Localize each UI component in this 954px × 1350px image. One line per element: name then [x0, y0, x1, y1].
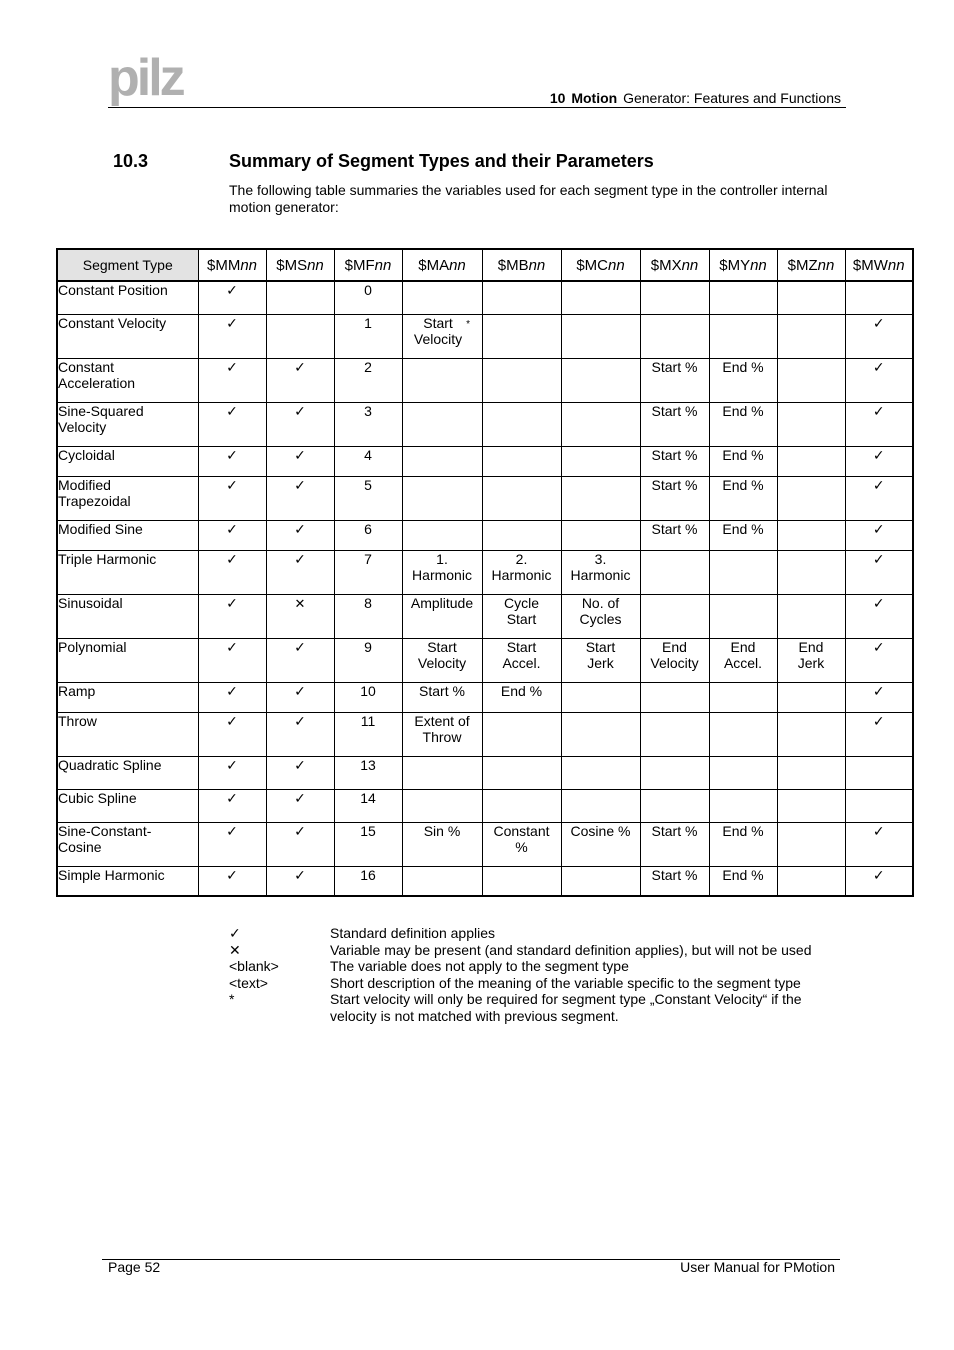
- value-cell: Start %: [640, 358, 709, 402]
- manual-title: User Manual for PMotion: [680, 1259, 835, 1275]
- segment-name-cell: Constant Acceleration: [57, 358, 198, 402]
- value-cell: Start Velocity: [402, 638, 482, 682]
- legend-symbol: ✕: [229, 941, 241, 958]
- legend-symbol: <text>: [229, 974, 268, 991]
- value-cell: End %: [709, 822, 777, 866]
- value-cell: End %: [709, 358, 777, 402]
- table-row: [57, 789, 913, 822]
- value-cell: [482, 446, 561, 476]
- value-cell: [777, 446, 845, 476]
- value-cell: 16: [334, 866, 402, 896]
- value-cell: End %: [709, 402, 777, 446]
- chapter-rest: Generator: Features and Functions: [623, 90, 841, 106]
- value-cell: 1: [334, 314, 402, 358]
- segment-name-cell: Ramp: [57, 682, 198, 712]
- value-cell: [561, 358, 640, 402]
- checkmark-cell: ✓: [266, 682, 334, 712]
- checkmark-cell: ✓: [198, 550, 266, 594]
- header-variable: $MSnn: [266, 249, 334, 281]
- value-cell: [561, 476, 640, 520]
- value-cell: [709, 550, 777, 594]
- value-cell: Start %: [640, 520, 709, 550]
- value-cell: [640, 594, 709, 638]
- header-variable: $MFnn: [334, 249, 402, 281]
- checkmark-cell: ✓: [198, 281, 266, 314]
- checkmark-cell: ✓: [266, 476, 334, 520]
- value-cell: End %: [482, 682, 561, 712]
- legend-description: Start velocity will only be required for segment type „Constant Velocity“ if the velocity is not matched with previous segment.: [330, 991, 802, 1024]
- segment-name-cell: Simple Harmonic: [57, 866, 198, 896]
- checkmark-cell: ✓: [198, 756, 266, 789]
- checkmark-cell: ✓: [266, 756, 334, 789]
- header-variable: $MWnn: [845, 249, 913, 281]
- header-variable: $MXnn: [640, 249, 709, 281]
- checkmark-cell: ✓: [266, 866, 334, 896]
- value-cell: [777, 476, 845, 520]
- value-cell: 13: [334, 756, 402, 789]
- value-cell: 1. Harmonic: [402, 550, 482, 594]
- value-cell: [402, 476, 482, 520]
- value-cell: [561, 682, 640, 712]
- checkmark-cell: ✓: [198, 822, 266, 866]
- table-row: [57, 682, 913, 712]
- value-cell: [561, 866, 640, 896]
- value-cell: [482, 358, 561, 402]
- header-variable: $MZnn: [777, 249, 845, 281]
- value-cell: [402, 789, 482, 822]
- checkmark-cell: ✓: [845, 550, 913, 594]
- value-cell: [845, 789, 913, 822]
- table-row: [57, 550, 913, 594]
- checkmark-cell: ✓: [845, 402, 913, 446]
- table-row: [57, 712, 913, 756]
- legend-row: [229, 925, 830, 942]
- table-row: [57, 281, 913, 314]
- checkmark-cell: ✓: [198, 446, 266, 476]
- segment-name-cell: Constant Velocity: [57, 314, 198, 358]
- value-cell: 2. Harmonic: [482, 550, 561, 594]
- checkmark-cell: ✓: [198, 866, 266, 896]
- page-number: Page 52: [108, 1259, 161, 1275]
- value-cell: [777, 789, 845, 822]
- legend-symbol: <blank>: [229, 958, 279, 975]
- value-cell: [777, 358, 845, 402]
- value-cell: [402, 866, 482, 896]
- value-cell: End Jerk: [777, 638, 845, 682]
- value-cell: 10: [334, 682, 402, 712]
- checkmark-cell: ✓: [845, 712, 913, 756]
- segment-table: [56, 248, 914, 897]
- checkmark-cell: ✓: [845, 520, 913, 550]
- legend-row: [229, 942, 830, 959]
- checkmark-cell: ✓: [198, 712, 266, 756]
- value-cell: 0: [334, 281, 402, 314]
- legend-description: The variable does not apply to the segment type: [330, 958, 629, 975]
- value-cell: [777, 866, 845, 896]
- value-cell: [709, 756, 777, 789]
- checkmark-cell: ✓: [845, 682, 913, 712]
- segment-name-cell: Triple Harmonic: [57, 550, 198, 594]
- table-row: [57, 520, 913, 550]
- table-row: [57, 446, 913, 476]
- checkmark-cell: ✓: [845, 638, 913, 682]
- checkmark-cell: ✓: [266, 520, 334, 550]
- value-cell: 2: [334, 358, 402, 402]
- value-cell: Cycle Start: [482, 594, 561, 638]
- value-cell: [777, 682, 845, 712]
- value-cell: 9: [334, 638, 402, 682]
- value-cell: [777, 550, 845, 594]
- value-cell: 7: [334, 550, 402, 594]
- checkmark-cell: ✓: [198, 402, 266, 446]
- checkmark-cell: ✓: [198, 520, 266, 550]
- legend-symbol: ✓: [229, 925, 241, 941]
- checkmark-cell: ✓: [198, 789, 266, 822]
- value-cell: End Accel.: [709, 638, 777, 682]
- value-cell: [482, 866, 561, 896]
- segment-name-cell: Cycloidal: [57, 446, 198, 476]
- cross-cell: ✕: [266, 594, 334, 638]
- value-cell: [640, 756, 709, 789]
- value-cell: Start Accel.: [482, 638, 561, 682]
- value-cell: End %: [709, 520, 777, 550]
- value-cell: [640, 314, 709, 358]
- value-cell: [709, 314, 777, 358]
- header-segment-type: Segment Type: [57, 249, 198, 281]
- value-cell: [402, 756, 482, 789]
- value-cell: [709, 712, 777, 756]
- value-cell: Start %: [640, 402, 709, 446]
- checkmark-cell: ✓: [845, 822, 913, 866]
- value-cell: [777, 756, 845, 789]
- segment-name-cell: Sinusoidal: [57, 594, 198, 638]
- segment-name-cell: Quadratic Spline: [57, 756, 198, 789]
- value-cell: [640, 550, 709, 594]
- legend-row: [229, 975, 830, 992]
- checkmark-cell: ✓: [845, 594, 913, 638]
- value-cell: Start Jerk: [561, 638, 640, 682]
- header-rule: [108, 107, 846, 108]
- value-cell: [777, 594, 845, 638]
- value-cell: Start %: [640, 866, 709, 896]
- checkmark-cell: ✓: [845, 476, 913, 520]
- value-cell: Constant %: [482, 822, 561, 866]
- table-row: [57, 594, 913, 638]
- value-cell: [777, 314, 845, 358]
- value-cell: End %: [709, 476, 777, 520]
- value-cell: [482, 789, 561, 822]
- value-cell: Extent of Throw: [402, 712, 482, 756]
- value-cell: End Velocity: [640, 638, 709, 682]
- footnote-star: *: [466, 318, 471, 330]
- header-variable: $MBnn: [482, 249, 561, 281]
- value-cell: Start %: [640, 476, 709, 520]
- value-cell: [640, 789, 709, 822]
- chapter-bold-word: Motion: [571, 90, 618, 106]
- value-cell: [402, 446, 482, 476]
- value-cell: [845, 281, 913, 314]
- segment-name-cell: Constant Position: [57, 281, 198, 314]
- value-cell: 15: [334, 822, 402, 866]
- value-cell: [561, 446, 640, 476]
- table-row: [57, 358, 913, 402]
- value-cell: End %: [709, 446, 777, 476]
- value-cell: [561, 712, 640, 756]
- table-header-row: [57, 249, 913, 281]
- value-cell: [482, 476, 561, 520]
- legend-description: Standard definition applies: [330, 925, 496, 941]
- checkmark-cell: ✓: [198, 314, 266, 358]
- segment-name-cell: Throw: [57, 712, 198, 756]
- section-title: Summary of Segment Types and their Parameters: [229, 151, 654, 171]
- checkmark-cell: ✓: [845, 314, 913, 358]
- table-row: [57, 402, 913, 446]
- header-variable: $MCnn: [561, 249, 640, 281]
- section-number: 10.3: [113, 151, 149, 171]
- value-cell: [561, 520, 640, 550]
- value-cell: Amplitude: [402, 594, 482, 638]
- segment-name-cell: Sine-Squared Velocity: [57, 402, 198, 446]
- legend-symbol: *: [229, 991, 235, 1008]
- value-cell: [561, 402, 640, 446]
- value-cell: [482, 314, 561, 358]
- value-cell: 11: [334, 712, 402, 756]
- value-cell: [640, 281, 709, 314]
- value-cell: [402, 520, 482, 550]
- value-cell: [709, 594, 777, 638]
- segment-name-cell: Cubic Spline: [57, 789, 198, 822]
- value-cell: End %: [709, 866, 777, 896]
- chapter-number: 10: [549, 90, 566, 106]
- segment-name-cell: Modified Trapezoidal: [57, 476, 198, 520]
- value-cell: [640, 682, 709, 712]
- value-cell: Start %: [640, 822, 709, 866]
- value-cell: [777, 402, 845, 446]
- checkmark-cell: ✓: [845, 358, 913, 402]
- value-cell: [402, 358, 482, 402]
- value-cell: Start %: [640, 446, 709, 476]
- value-cell: 3. Harmonic: [561, 550, 640, 594]
- table-row: [57, 638, 913, 682]
- segment-name-cell: Sine-Constant- Cosine: [57, 822, 198, 866]
- checkmark-cell: ✓: [266, 712, 334, 756]
- value-cell: [777, 822, 845, 866]
- checkmark-cell: ✓: [845, 446, 913, 476]
- checkmark-cell: ✓: [198, 476, 266, 520]
- segment-name-cell: Polynomial: [57, 638, 198, 682]
- value-cell: 3: [334, 402, 402, 446]
- checkmark-cell: ✓: [266, 822, 334, 866]
- value-cell: [482, 756, 561, 789]
- value-cell: No. of Cycles: [561, 594, 640, 638]
- value-cell: Start %: [402, 682, 482, 712]
- checkmark-cell: ✓: [198, 638, 266, 682]
- checkmark-cell: ✓: [198, 358, 266, 402]
- value-cell: [561, 281, 640, 314]
- value-cell: [709, 281, 777, 314]
- chapter-heading: [550, 90, 841, 106]
- legend-description: Short description of the meaning of the variable specific to the segment type: [330, 974, 801, 991]
- checkmark-cell: ✓: [845, 866, 913, 896]
- value-cell: [777, 520, 845, 550]
- value-cell: [266, 281, 334, 314]
- value-cell: [482, 281, 561, 314]
- segment-name-cell: Modified Sine: [57, 520, 198, 550]
- checkmark-cell: ✓: [266, 402, 334, 446]
- table-row: [57, 756, 913, 789]
- value-cell: [561, 789, 640, 822]
- value-cell: Cosine %: [561, 822, 640, 866]
- value-cell: Sin %: [402, 822, 482, 866]
- checkmark-cell: ✓: [266, 446, 334, 476]
- header-variable: $MMnn: [198, 249, 266, 281]
- table-row: [57, 822, 913, 866]
- value-cell: [266, 314, 334, 358]
- value-cell: [709, 789, 777, 822]
- value-cell: [402, 281, 482, 314]
- checkmark-cell: ✓: [266, 789, 334, 822]
- value-cell: [482, 712, 561, 756]
- value-cell: 8: [334, 594, 402, 638]
- value-cell: [709, 682, 777, 712]
- value-cell: [561, 314, 640, 358]
- value-cell: [482, 402, 561, 446]
- checkmark-cell: ✓: [266, 358, 334, 402]
- section-intro: The following table summaries the variables used for each segment type in the controller internal motion generator:: [229, 182, 828, 215]
- value-cell: 6: [334, 520, 402, 550]
- value-cell: 5: [334, 476, 402, 520]
- header-variable: $MAnn: [402, 249, 482, 281]
- checkmark-cell: ✓: [266, 638, 334, 682]
- value-cell: [482, 520, 561, 550]
- table-row: [57, 476, 913, 520]
- legend-row: [229, 958, 830, 975]
- value-cell: 4: [334, 446, 402, 476]
- value-cell: [561, 756, 640, 789]
- legend: [229, 925, 830, 1025]
- value-cell: [402, 402, 482, 446]
- header-variable: $MYnn: [709, 249, 777, 281]
- value-cell: 14: [334, 789, 402, 822]
- value-cell: [640, 712, 709, 756]
- value-cell: [777, 712, 845, 756]
- table-row: [57, 314, 913, 358]
- checkmark-cell: ✓: [266, 550, 334, 594]
- legend-description: Variable may be present (and standard definition applies), but will not be used: [330, 941, 812, 958]
- pilz-logo: pilz: [108, 49, 183, 107]
- value-cell: Start Velocity*: [402, 314, 482, 358]
- legend-row: [229, 991, 830, 1024]
- table-row: [57, 866, 913, 896]
- value-cell: [777, 281, 845, 314]
- checkmark-cell: ✓: [198, 594, 266, 638]
- checkmark-cell: ✓: [198, 682, 266, 712]
- value-cell: [845, 756, 913, 789]
